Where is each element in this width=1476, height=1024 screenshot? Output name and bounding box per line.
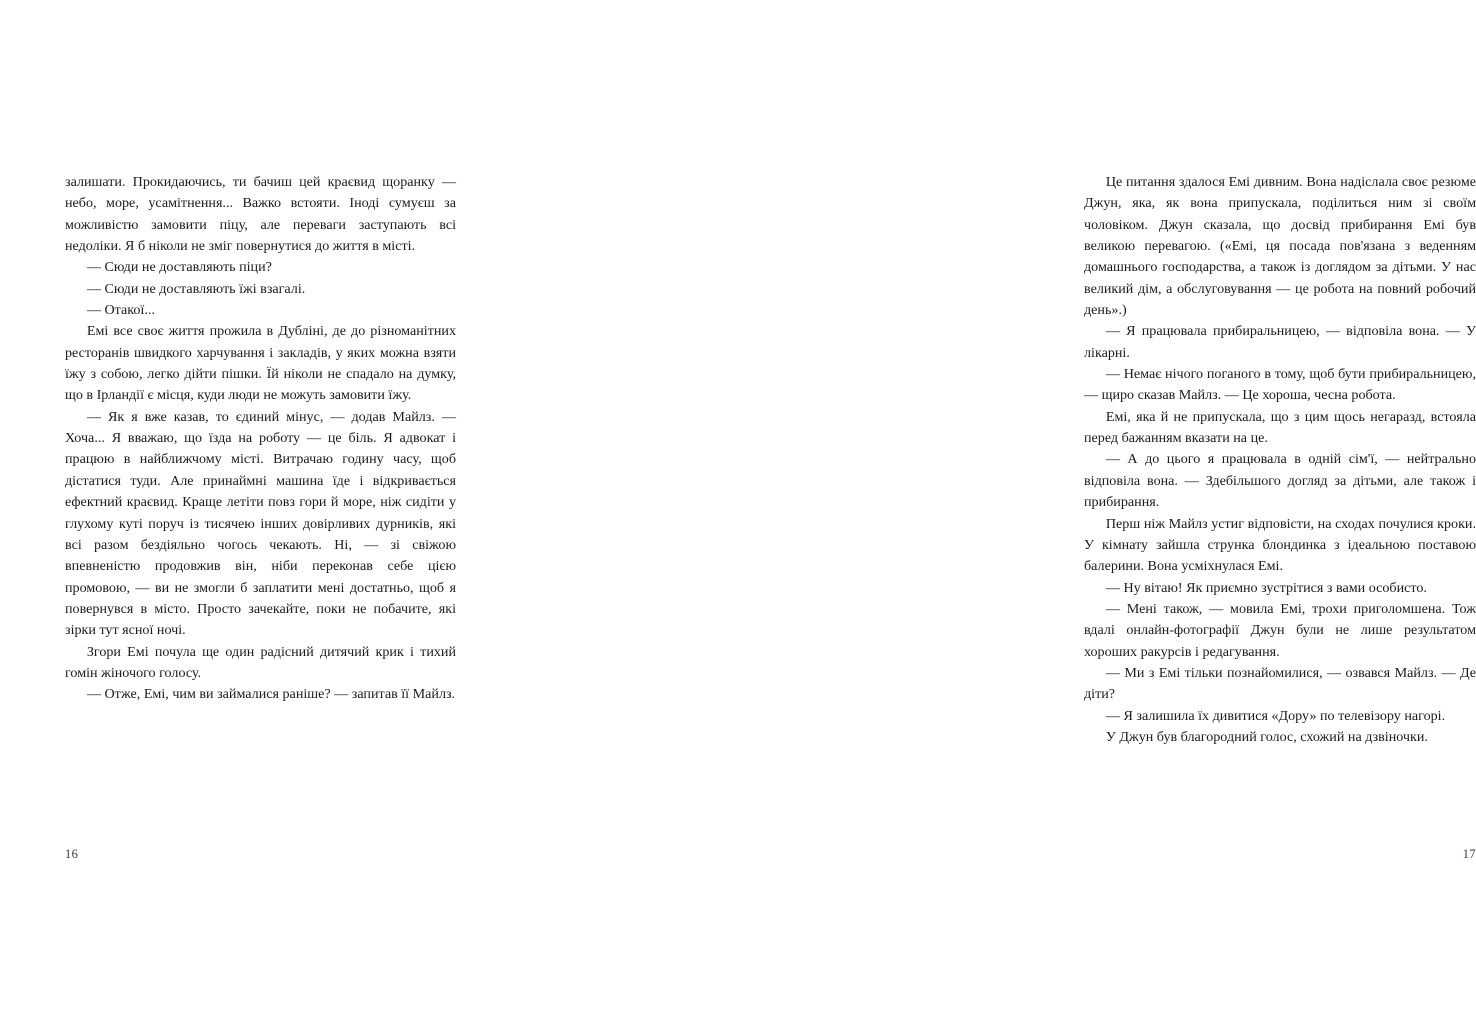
paragraph: Згори Емі почула ще один радісний дитячий крик і тихий гомін жіночого голосу. [65, 643, 456, 681]
paragraph: У Джун був благородний голос, схожий на дзвіночки. [1105, 728, 1428, 745]
left-page-leaf [0, 0, 512, 1024]
paragraph: — Сюди не доставляють їжі взагалі. [86, 280, 306, 297]
paragraph: Перш ніж Майлз устиг відповісти, на сходах почулися кроки. У кімнату зайшла струнка блондинка з ідеальною поставою балерини. Вона усміхнулася Емі. [1084, 515, 1476, 575]
paragraph: — Отже, Емі, чим ви займалися раніше? — запитав її Майлз. [86, 686, 456, 703]
right-page-textblock [1084, 172, 1476, 748]
paragraph: — Я залишила їх дивитися «Дору» по телевізору нагорі. [1105, 707, 1446, 724]
paragraph: залишати. Прокидаючись, ти бачиш цей краєвид щоранку — небо, море, усамітнення... Важко встояти. Іноді сумуєш за можливістю замовити піцу, але переваги заступають всі недоліки. Я б ніколи не зміг повернутися до життя в місті. [65, 174, 456, 255]
paragraph: Це питання здалося Емі дивним. Вона надіслала своє резюме Джун, яка, як вона припускала, поділиться ним зі своїм чоловіком. Джун сказала, що досвід прибирання Емі був великою перевагою. («Емі, ця посада пов'язана з веденням домашнього господарства, а також із доглядом за дітьми. У нас великий дім, а обслуговування — це робота на повний робочий день».) [1084, 174, 1476, 319]
paragraph: — Немає нічого поганого в тому, щоб бути прибиральницею, — щиро сказав Майлз. — Це хороша, чесна робота. [1084, 366, 1476, 404]
paragraph: — Ми з Емі тільки познайомилися, — озвався Майлз. — Де діти? [1084, 664, 1476, 703]
paragraph: — Сюди не доставляють піци? [86, 259, 272, 276]
paragraph: — Отакої... [86, 302, 155, 319]
right-page-leaf [512, 0, 1476, 1024]
paragraph: Емі все своє життя прожила в Дубліні, де до різноманітних ресторанів швидкого харчування і закладів, у яких можна взяти їжу з собою, легко дійти пішки. Їй ніколи не спадало на думку, що в Ірландії є місця, куди люди не можуть замовити їжу. [65, 323, 456, 404]
left-page-folio: 16 [65, 847, 79, 861]
left-page-textblock [65, 172, 456, 706]
paragraph: Емі, яка й не припускала, що з цим щось негаразд, встояла перед бажанням вказати на це. [1084, 408, 1476, 447]
paragraph: — А до цього я працювала в одній сім'ї, — нейтрально відповіла вона. — Здебільшого догляд за дітьми, але також і прибирання. [1084, 451, 1476, 511]
paragraph: — Як я вже казав, то єдиний мінус, — додав Майлз. — Хоча... Я вважаю, що їзда на роботу — це біль. Я адвокат і працюю в найближчому місті. Витрачаю годину часу, щоб дістатися туди. Але принаймні машина їде і відкривається ефектний краєвид. Краще летіти повз гори й море, ніж сидіти у глухому куті поруч із тисячею інших довірливих дурників, які всі разом бездіяльно чогось чекають. Ні, — зі свіжою впевненістю продовжив він, ніби переконав себе цією промовою, — ви не змогли б заплатити мені достатньо, щоб я повернувся в місто. Просто зачекайте, поки не побачите, які зірки тут ясної ночі. [65, 408, 456, 639]
paragraph: — Ну вітаю! Як приємно зустрітися з вами особисто. [1105, 579, 1427, 596]
paragraph: — Я працювала прибиральницею, — відповіла вона. — У лікарні. [1084, 323, 1476, 361]
paragraph: — Мені також, — мовила Емі, трохи приголомшена. Тож вдалі онлайн-фотографії Джун були не лише результатом хороших ракурсів і редагування. [1084, 600, 1476, 660]
right-page-folio: 17 [1462, 847, 1476, 861]
